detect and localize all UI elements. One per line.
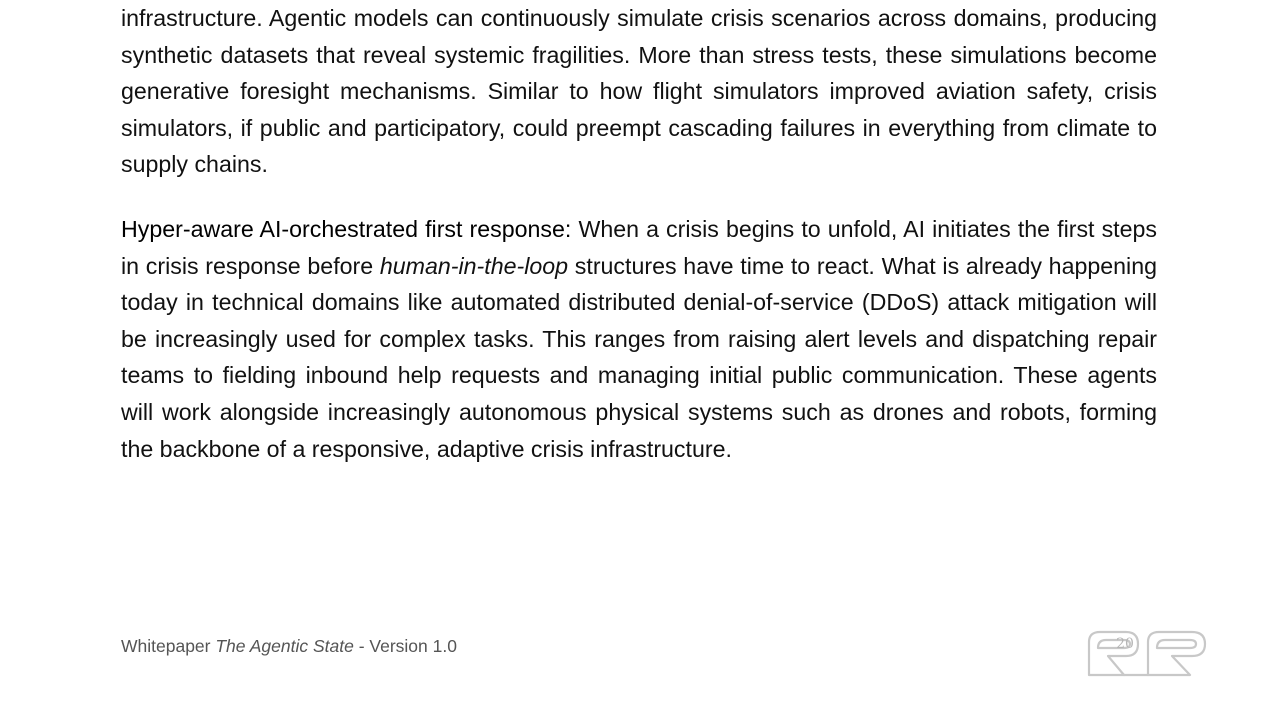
paragraph-2-text-b: structures have time to react. What is already happening today in technical domains like automated distributed denial-of-service (DDoS) attack mitigation will be increasingly used for complex tasks. This ranges from raising alert levels and dispatching repair teams to fielding inbound help requests and managing initial public communication. These agents will work alongside increasingly autonomous physical systems such as drones and robots, forming the backbone of a responsive, adaptive crisis infrastructure. — [121, 252, 1157, 462]
footer-prefix: Whitepaper — [121, 636, 216, 656]
paragraph-2-heading: Hyper-aware AI-orchestrated first response: — [121, 216, 572, 242]
page-number: 20 — [1116, 636, 1134, 652]
footer-suffix: - Version 1.0 — [353, 636, 457, 656]
footer-document-title — [121, 636, 457, 657]
paragraph-1-line: producing synthetic datasets that reveal systemic fragilities. More than stress tests, these — [121, 5, 1158, 68]
paragraph-1-line: infrastructure. Agentic models can continuously simulate crisis scenarios across domains, — [121, 5, 1048, 31]
paragraph-2-text-a: When a crisis begins to unfold, AI initiates the first steps in crisis response before — [121, 216, 1157, 279]
body-paragraph-1 — [121, 0, 1157, 183]
body-paragraph-2 — [121, 211, 1157, 467]
paragraph-1-line: simulations become generative foresight mechanisms. Similar to how flight simulators — [121, 41, 1157, 105]
paragraph-1-line: improved aviation safety, crisis simulators, if public and participatory, could preempt cascading — [121, 78, 1157, 141]
paragraph-1-line: failures in everything from climate to supply chains. — [121, 114, 1158, 178]
paragraph-2-emphasis: human-in-the-loop — [379, 252, 569, 279]
rr-logo-icon — [1086, 628, 1208, 678]
footer-title: The Agentic State — [215, 636, 354, 656]
